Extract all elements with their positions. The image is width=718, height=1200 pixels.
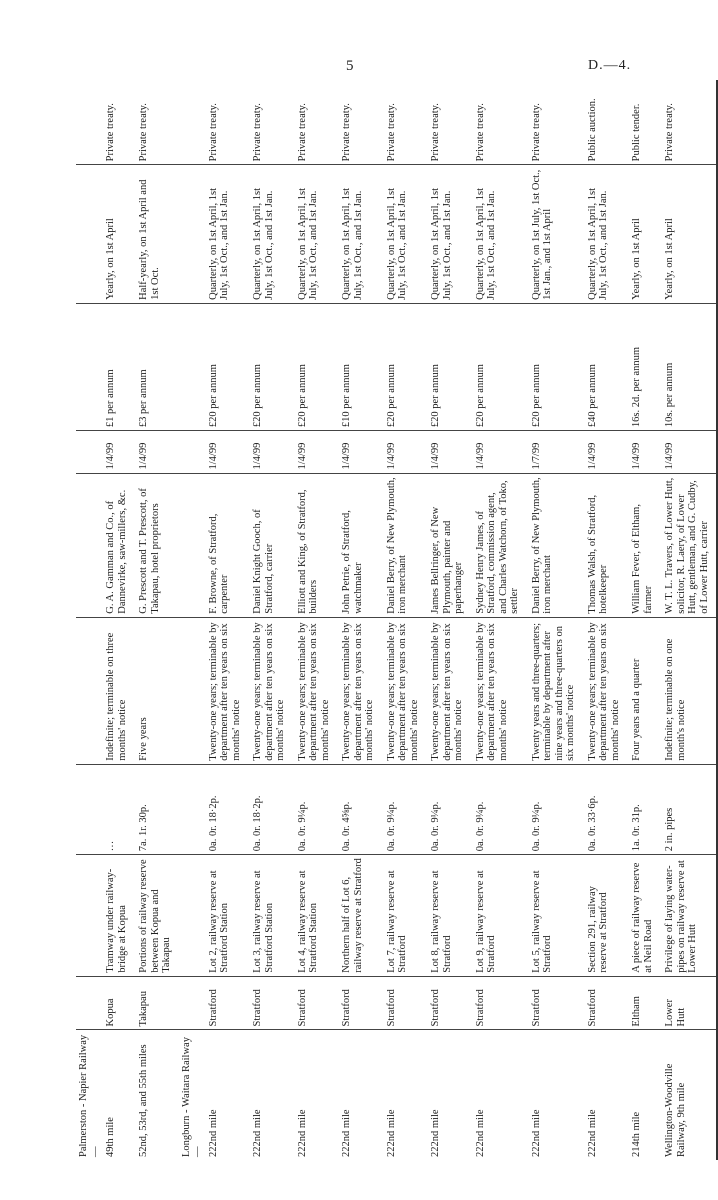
rent-cell: £20 per annum <box>248 303 293 430</box>
how-let-cell: Private treaty. <box>293 80 338 165</box>
rent-cell: 10s. per annum <box>660 303 717 430</box>
how-let-cell: Private treaty. <box>248 80 293 165</box>
how-let-cell: Private treaty. <box>382 80 427 165</box>
lessee-cell: Sydney Henry James, of Stratford, commission agent, and Charles Watchorn, of Toko, settler <box>471 473 527 617</box>
mileage-cell: 222nd mile <box>252 1109 263 1157</box>
group-header: Longburn - Waitara Railway— <box>180 1037 203 1157</box>
description-cell: Tramway under railway-bridge at Kopua <box>101 855 134 977</box>
how-let-cell: Private treaty. <box>471 80 527 165</box>
lessee-cell: Daniel Berry, of New Plymouth, iron merchant <box>527 473 583 617</box>
payable-cell: Quarterly, on 1st April, 1st July, 1st Oct., and 1st Jan. <box>426 165 471 304</box>
table-row <box>471 80 527 1160</box>
description-cell: Lot 5, railway reserve at Stratford <box>527 855 583 977</box>
description-cell: Lot 7, railway reserve at Stratford <box>382 855 427 977</box>
how-let-cell <box>179 80 204 165</box>
payable-cell <box>179 165 204 304</box>
lessee-cell: W. T. L. Travers, of Lower Hutt, solicitor, R. Laery, of Lower Hutt, gentleman, and G. Cudby, of Lower Hutt, carrier <box>660 473 717 617</box>
rent-cell <box>179 303 204 430</box>
payable-cell: Yearly, on 1st April <box>627 165 660 304</box>
how-let-cell <box>76 80 101 165</box>
mileage-cell: 52nd, 53rd, and 55th miles <box>138 1044 149 1157</box>
description-cell <box>179 855 204 977</box>
lessee-cell: F. Browne, of Stratford, carpenter <box>204 473 249 617</box>
date-cell: 1/4/99 <box>627 431 660 473</box>
date-cell: 1/4/99 <box>248 431 293 473</box>
area-cell: 1a. 0r. 31p. <box>627 764 660 854</box>
date-cell: 1/4/99 <box>293 431 338 473</box>
how-let-cell: Private treaty. <box>426 80 471 165</box>
date-cell: 1/7/99 <box>527 431 583 473</box>
description-cell: Privilege of laying water-pipes on railway reserve at Lower Hutt <box>660 855 717 977</box>
description-cell: Lot 2, railway reserve at Stratford Station <box>204 855 249 977</box>
date-cell: 1/4/99 <box>337 431 382 473</box>
rent-cell: £20 per annum <box>426 303 471 430</box>
term-cell: Twenty-one years; terminable by department after ten years on six months' notice <box>583 617 628 764</box>
date-cell: 1/4/99 <box>583 431 628 473</box>
table-row <box>583 80 628 1160</box>
station-cell <box>179 976 204 1030</box>
area-cell <box>76 764 101 854</box>
rent-cell <box>76 303 101 430</box>
term-cell: Five years <box>134 617 179 764</box>
area-cell: 0a. 0r. 9¼p. <box>426 764 471 854</box>
mileage-cell: 222nd mile <box>530 1109 542 1157</box>
station-cell: Stratford <box>527 976 583 1030</box>
lessee-cell: G. A. Gamman and Co., of Dannevirke, saw-millers, &c. <box>101 473 134 617</box>
rent-cell: £1 per annum <box>101 303 134 430</box>
how-let-cell: Private treaty. <box>101 80 134 165</box>
station-cell: Stratford <box>583 976 628 1030</box>
term-cell: Indefinite; terminable on one month's notice <box>660 617 717 764</box>
area-cell: 0a. 0r. 9¼p. <box>382 764 427 854</box>
area-cell <box>179 764 204 854</box>
station-cell: Eltham <box>627 976 660 1030</box>
station-cell: Stratford <box>293 976 338 1030</box>
term-cell: Indefinite; terminable on three months' notice <box>101 617 134 764</box>
station-cell: Stratford <box>204 976 249 1030</box>
description-cell: Lot 4, railway reserve at Stratford Station <box>293 855 338 977</box>
description-cell: Section 291, railway reserve at Stratford <box>583 855 628 977</box>
lessee-cell <box>76 473 101 617</box>
payable-cell: Yearly, on 1st April <box>101 165 134 304</box>
station-cell: Stratford <box>471 976 527 1030</box>
page-number: 5 <box>346 58 354 74</box>
mileage-cell: 222nd mile <box>430 1109 441 1157</box>
rent-cell: £3 per annum <box>134 303 179 430</box>
lessee-cell: James Bellringer, of New Plymouth, painter and paperhanger <box>426 473 471 617</box>
payable-cell: Quarterly, on 1st April, 1st July, 1st Oct., and 1st Jan. <box>471 165 527 304</box>
payable-cell: Quarterly, on 1st July, 1st Oct., 1st Jan., and 1st April <box>527 165 583 304</box>
rent-cell: £20 per annum <box>293 303 338 430</box>
mileage-cell: 222nd mile <box>474 1109 486 1157</box>
table-row <box>134 80 179 1160</box>
lessee-cell: Daniel Berry, of New Plymouth, iron merchant <box>382 473 427 617</box>
term-cell: Twenty-one years; terminable by department after ten years on six months' notice <box>426 617 471 764</box>
area-cell: 0a. 0r. 4⅝p. <box>337 764 382 854</box>
area-cell: 2 in. pipes <box>660 764 717 854</box>
lessee-cell: Thomas Walsh, of Stratford, hotelkeeper <box>583 473 628 617</box>
station-cell: Stratford <box>248 976 293 1030</box>
date-cell: 1/4/99 <box>660 431 717 473</box>
how-let-cell: Public auction. <box>583 80 628 165</box>
payable-cell: Quarterly, on 1st April, 1st July, 1st Oct., and 1st Jan. <box>248 165 293 304</box>
description-cell: Lot 9, railway reserve at Stratford <box>471 855 527 977</box>
rent-cell: £40 per annum <box>583 303 628 430</box>
payable-cell: Quarterly, on 1st April, 1st July, 1st Oct., and 1st Jan. <box>293 165 338 304</box>
area-cell: 0a. 0r. 33·6p. <box>583 764 628 854</box>
lease-table <box>76 80 718 1160</box>
rent-cell: £10 per annum <box>337 303 382 430</box>
table-row <box>382 80 427 1160</box>
how-let-cell: Public tender. <box>627 80 660 165</box>
lessee-cell: William Fever, of Eltham, farmer <box>627 473 660 617</box>
station-cell <box>76 976 101 1030</box>
mileage-cell: 214th mile <box>631 1111 642 1157</box>
area-cell: 0a. 0r. 9¼p. <box>471 764 527 854</box>
group-header-row <box>76 80 101 1160</box>
date-cell: 1/4/99 <box>101 431 134 473</box>
mileage-cell: 49th mile <box>105 1117 116 1157</box>
mileage-cell: 222nd mile <box>341 1109 352 1157</box>
station-cell: Stratford <box>337 976 382 1030</box>
rent-cell: £20 per annum <box>382 303 427 430</box>
date-cell: 1/4/99 <box>134 431 179 473</box>
area-cell: … <box>101 764 134 854</box>
how-let-cell: Private treaty. <box>204 80 249 165</box>
payable-cell: Quarterly, on 1st April, 1st July, 1st Oct., and 1st Jan. <box>583 165 628 304</box>
description-cell: Lot 8, railway reserve at Stratford <box>426 855 471 977</box>
lessee-cell <box>179 473 204 617</box>
lessee-cell: Daniel Knight Gooch, of Stratford, carrier <box>248 473 293 617</box>
rent-cell: £20 per annum <box>471 303 527 430</box>
table-row <box>337 80 382 1160</box>
group-header: Palmerston - Napier Railway— <box>78 1034 101 1157</box>
area-cell: 0a. 0r. 9¼p. <box>527 764 583 854</box>
area-cell: 7a. 1r. 30p. <box>134 764 179 854</box>
mileage-cell: 222nd mile <box>385 1109 397 1157</box>
area-cell: 0a. 0r. 18·2p. <box>204 764 249 854</box>
lessee-cell: John Petrie, of Stratford, watchmaker <box>337 473 382 617</box>
area-cell: 0a. 0r. 18·2p. <box>248 764 293 854</box>
lessee-cell: G. Prescott and T. Prescott, of Takapau, hotel proprietors <box>134 473 179 617</box>
station-cell: Lower Hutt <box>660 976 717 1030</box>
description-cell <box>76 855 101 977</box>
how-let-cell: Private treaty. <box>660 80 717 165</box>
term-cell: Twenty-one years; terminable by department after ten years on six months' notice <box>204 617 249 764</box>
rent-cell: £20 per annum <box>527 303 583 430</box>
payable-cell: Quarterly, on 1st April, 1st July, 1st Oct., and 1st Jan. <box>382 165 427 304</box>
how-let-cell: Private treaty. <box>337 80 382 165</box>
term-cell: Twenty-one years; terminable by department after ten years on six months' notice <box>382 617 427 764</box>
station-cell: Stratford <box>382 976 427 1030</box>
date-cell <box>76 431 101 473</box>
lessee-cell: Elliott and King, of Stratford, builders <box>293 473 338 617</box>
description-cell: Portions of railway reserve between Kopua and Takapau <box>134 855 179 977</box>
mileage-cell: 222nd mile <box>207 1109 219 1157</box>
term-cell: Four years and a quarter <box>627 617 660 764</box>
station-cell: Takapau <box>134 976 179 1030</box>
group-header-row <box>179 80 204 1160</box>
term-cell <box>179 617 204 764</box>
table-row <box>293 80 338 1160</box>
payable-cell: Quarterly, on 1st April, 1st July, 1st Oct., and 1st Jan. <box>204 165 249 304</box>
date-cell <box>179 431 204 473</box>
mileage-cell: Wellington-Woodville Railway, 9th mile <box>664 1063 687 1157</box>
how-let-cell: Private treaty. <box>527 80 583 165</box>
term-cell: Twenty-one years; terminable by department after ten years on six months' notice <box>248 617 293 764</box>
payable-cell <box>76 165 101 304</box>
date-cell: 1/4/99 <box>471 431 527 473</box>
station-cell: Stratford <box>426 976 471 1030</box>
rent-cell: 16s. 2d. per annum <box>627 303 660 430</box>
rent-cell: £20 per annum <box>204 303 249 430</box>
table-row <box>426 80 471 1160</box>
table-row <box>627 80 660 1160</box>
table-row <box>101 80 134 1160</box>
term-cell: Twenty-one years; terminable by department after ten years on six months' notice <box>293 617 338 764</box>
table-row <box>527 80 583 1160</box>
table-row <box>660 80 717 1160</box>
term-cell: Twenty years and three-quarters; terminable by department after nine years and three-quarters on six months' notice <box>527 617 583 764</box>
station-cell: Kopua <box>101 976 134 1030</box>
date-cell: 1/4/99 <box>204 431 249 473</box>
term-cell <box>76 617 101 764</box>
document-reference: D.—4. <box>588 58 632 73</box>
table-row <box>204 80 249 1160</box>
mileage-cell: 222nd mile <box>296 1109 308 1157</box>
date-cell: 1/4/99 <box>426 431 471 473</box>
date-cell: 1/4/99 <box>382 431 427 473</box>
description-cell: Northern half of Lot 6, railway reserve at Stratford <box>337 855 382 977</box>
payable-cell: Half-yearly, on 1st April and 1st Oct. <box>134 165 179 304</box>
term-cell: Twenty-one years; terminable by department after ten years on six months' notice <box>471 617 527 764</box>
rotated-lease-table <box>76 80 710 1160</box>
how-let-cell: Private treaty. <box>134 80 179 165</box>
table-row <box>248 80 293 1160</box>
mileage-cell: 222nd mile <box>586 1109 598 1157</box>
area-cell: 0a. 0r. 9¼p. <box>293 764 338 854</box>
term-cell: Twenty-one years; terminable by department after ten years on six months' notice <box>337 617 382 764</box>
description-cell: Lot 3, railway reserve at Stratford Station <box>248 855 293 977</box>
description-cell: A piece of railway reserve at Neil Road <box>627 855 660 977</box>
payable-cell: Yearly, on 1st April <box>660 165 717 304</box>
payable-cell: Quarterly, on 1st April, 1st July, 1st Oct., and 1st Jan. <box>337 165 382 304</box>
